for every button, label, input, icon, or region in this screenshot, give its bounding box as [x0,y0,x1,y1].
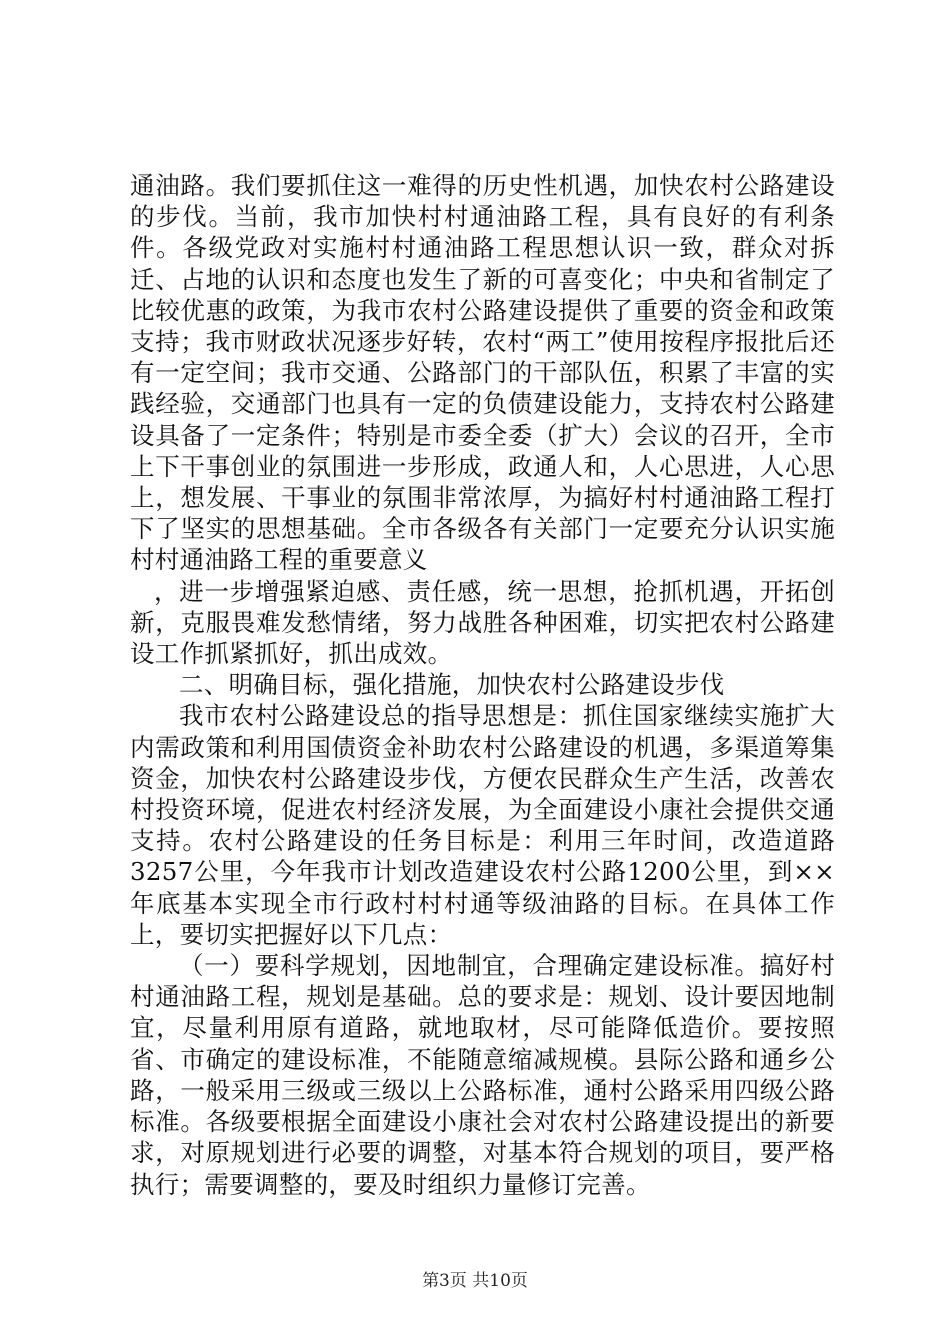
paragraph-continuation-2: ，进一步增强紧迫感、责任感，统一思想，抢抓机遇，开拓创新，克服畏难发愁情绪，努力战胜各种困难，切实把农村公路建设工作抓紧抓好，抓出成效。 [130,576,835,669]
paragraph-guiding-thought: 我市农村公路建设总的指导思想是：抓住国家继续实施扩大内需政策和利用国债资金补助农村公路建设的机遇，多渠道筹集资金，加快农村公路建设步伐，方便农民群众生产生活，改善农村投资环境，促进农村经济发展，为全面建设小康社会提供交通支持。农村公路建设的任务目标是：利用三年时间，改造道路3257公里，今年我市计划改造建设农村公路1200公里，到××年底基本实现全市行政村村村通等级油路的目标。在具体工作上，要切实把握好以下几点： [130,701,835,949]
page-number-footer: 第3页 共10页 [422,1271,528,1291]
section-heading: 二、明确目标，强化措施，加快农村公路建设步伐 [179,670,725,700]
paragraph-planning: （一）要科学规划，因地制宜，合理确定建设标准。搞好村村通油路工程，规划是基础。总的要求是：规划、设计要因地制宜，尽量利用原有道路，就地取材，尽可能降低造价。要按照省、市确定的建设标准，不能随意缩减规模。县际公路和通乡公路，一般采用三级或三级以上公路标准，通村公路采用四级公路标准。各级要根据全面建设小康社会对农村公路建设提出的新要求，对原规划进行必要的调整，对基本符合规划的项目，要严格执行；需要调整的，要及时组织力量修订完善。 [130,951,835,1199]
document-body [130,170,835,1200]
paragraph-continuation: 通油路。我们要抓住这一难得的历史性机遇，加快农村公路建设的步伐。当前，我市加快村村通油路工程，具有良好的有利条件。各级党政对实施村村通油路工程思想认识一致，群众对拆迁、占地的认识和态度也发生了新的可喜变化；中央和省制定了比较优惠的政策，为我市农村公路建设提供了重要的资金和政策支持；我市财政状况逐步好转，农村“两工”使用按程序报批后还有一定空间；我市交通、公路部门的干部队伍，积累了丰富的实践经验，交通部门也具有一定的负债建设能力，支持农村公路建设具备了一定条件；特别是市委全委（扩大）会议的召开，全市上下干事创业的氛围进一步形成，政通人和，人心思进，人心思上，想发展、干事业的氛围非常浓厚，为搞好村村通油路工程打下了坚实的思想基础。全市各级各有关部门一定要充分认识实施村村通油路工程的重要意义 [130,171,835,575]
